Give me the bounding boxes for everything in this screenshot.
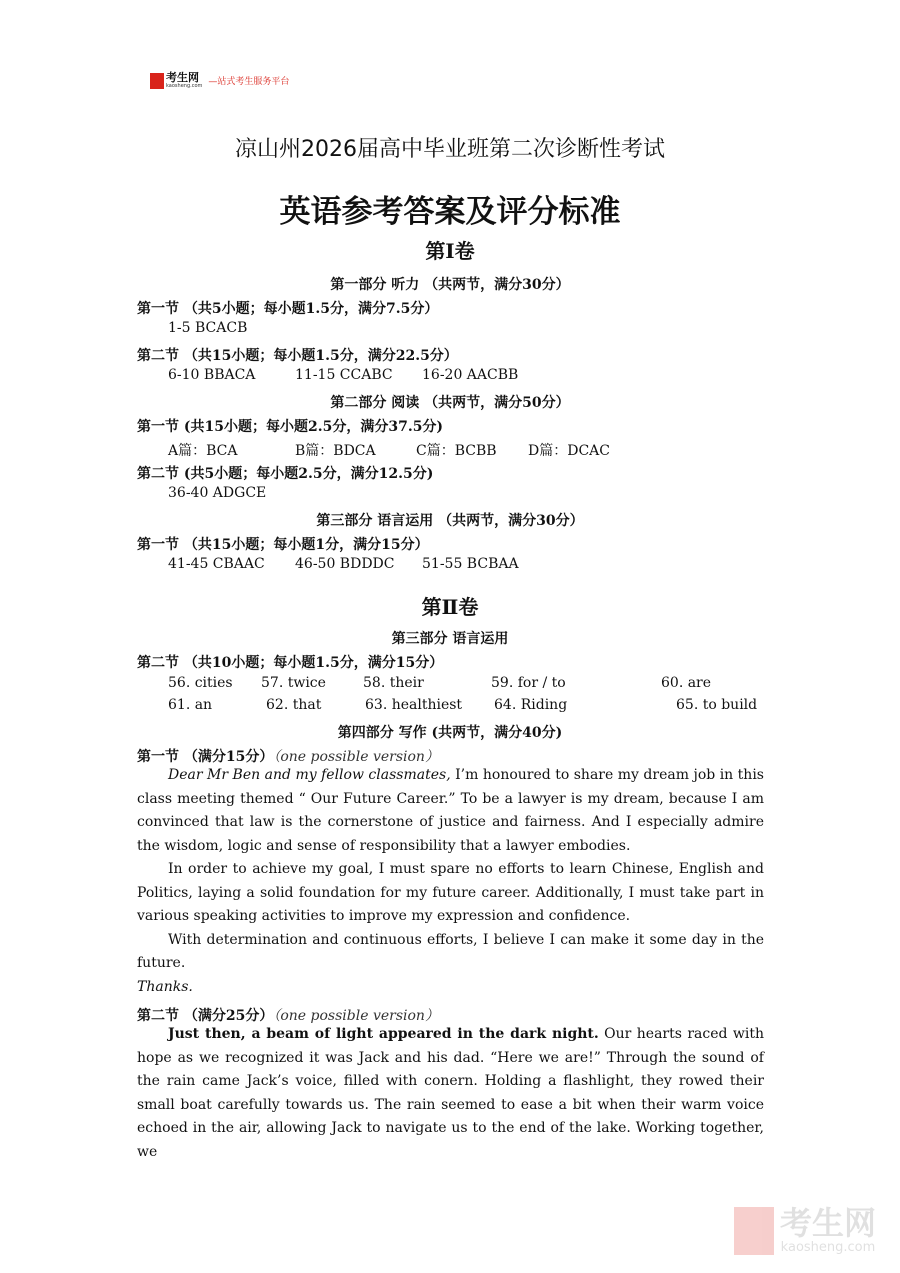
section-label: 第二节 （满分25分）	[137, 1008, 274, 1024]
exam-title: 凉山州2026届高中毕业班第二次诊断性考试	[235, 137, 665, 162]
answer-group: 41-45 CBAAC	[168, 556, 265, 572]
essay-closing: Thanks.	[137, 978, 193, 995]
answer-item: 59. for / to	[491, 675, 566, 691]
logo-icon	[150, 73, 164, 89]
part-3-section-1-heading: 第一节 （共15小题；每小题1分，满分15分）	[137, 537, 429, 553]
essay-greeting: Dear Mr Ben and my fellow classmates,	[168, 767, 451, 783]
essay-1-paragraph: In order to achieve my goal, I must spare no efforts to learn Chinese, English and Politics, laying a solid foundation for my future career. Additionally, I must take part in various speaking activities to improve my expression and confidence.	[137, 861, 764, 924]
answer-group: 1-5 BCACB	[168, 320, 248, 336]
part-1-heading: 第一部分 听力 （共两节，满分30分）	[330, 277, 570, 293]
essay-2	[137, 1023, 764, 1164]
watermark	[734, 1206, 876, 1255]
logo-slogan: —站式考生服务平台	[208, 77, 290, 87]
site-logo[interactable]	[150, 72, 289, 89]
essay-1-paragraph	[137, 764, 764, 858]
part-2-section-1-heading: 第一节 (共15小题；每小题2.5分，满分37.5分)	[137, 419, 444, 435]
essay-1-paragraph: With determination and continuous efforts, I believe I can make it some day in the future.	[137, 931, 764, 971]
answer-item: 64. Riding	[494, 697, 568, 713]
essay-text: I’m honoured to share my dream job in this class meeting themed “ Our Future Career.” To be a lawyer is my dream, because I am convinced that law is the cornerstone of justice and fairness. And I especially admire the wisdom, logic and sense of responsibility that a lawyer embodies.	[137, 767, 764, 854]
answer-group: D篇：DCAC	[528, 443, 610, 459]
answer-group: 51-55 BCBAA	[422, 556, 519, 572]
answer-item: 65. to build	[676, 697, 758, 713]
answer-item: 58. their	[363, 675, 424, 691]
volume-2-heading: 第Ⅱ卷	[421, 595, 479, 619]
answer-item: 57. twice	[261, 675, 326, 691]
part-1-section-1-heading: 第一节 （共5小题；每小题1.5分，满分7.5分）	[137, 301, 439, 317]
watermark-name: 考生网	[779, 1204, 876, 1242]
part-3-section-2-heading: 第二节 （共10小题；每小题1.5分，满分15分）	[137, 655, 444, 671]
volume-1-heading: 第Ⅰ卷	[425, 239, 475, 263]
part-1-section-2-heading: 第二节 （共15小题；每小题1.5分，满分22.5分）	[137, 348, 458, 364]
essay-text: Our hearts raced with hope as we recognized it was Jack and his dad. “Here we are!” Through the sound of the rain came Jack’s voice, filled with conern. Holding a flashlight, they rowed their small boat carefully towards us. The rain seemed to ease a bit when their warm voice echoed in the air, allowing Jack to navigate us to the end of the lake. Working together, we	[137, 1026, 764, 1160]
watermark-logo-icon	[734, 1207, 774, 1255]
part-4-section-2-heading	[137, 1005, 439, 1025]
part-4-section-1-heading	[137, 746, 439, 766]
section-label: 第一节 （满分15分）	[137, 749, 274, 765]
answer-group: 36-40 ADGCE	[168, 485, 267, 501]
answer-item: 60. are	[661, 675, 712, 691]
part-2-section-2-heading: 第二节 (共5小题；每小题2.5分，满分12.5分)	[137, 466, 434, 482]
logo-domain: kaosheng.com	[166, 83, 203, 89]
part-4-heading: 第四部分 写作 (共两节，满分40分)	[337, 725, 563, 741]
part-2-heading: 第二部分 阅读 （共两节，满分50分）	[330, 395, 570, 411]
answer-item: 56. cities	[168, 675, 233, 691]
answer-item: 62. that	[266, 697, 322, 713]
version-note: （one possible version）	[273, 1008, 439, 1024]
answer-group: C篇：BCBB	[416, 443, 497, 459]
version-note: （one possible version）	[273, 749, 439, 765]
answer-group: 6-10 BBACA	[168, 367, 256, 383]
answer-key-title: 英语参考答案及评分标准	[279, 194, 621, 230]
part-3-heading: 第三部分 语言运用 （共两节，满分30分）	[316, 513, 584, 529]
part-3b-heading: 第三部分 语言运用	[391, 631, 509, 647]
essay-2-paragraph	[137, 1023, 764, 1164]
answer-group: 46-50 BDDDC	[295, 556, 395, 572]
logo-name: 考生网	[166, 71, 199, 84]
answer-group: A篇：BCA	[168, 443, 238, 459]
answer-group: 16-20 AACBB	[422, 367, 519, 383]
answer-group: B篇：BDCA	[295, 443, 376, 459]
answer-item: 61. an	[168, 697, 213, 713]
watermark-domain: kaosheng.com	[780, 1240, 876, 1255]
answer-group: 11-15 CCABC	[295, 367, 393, 383]
essay-1	[137, 764, 764, 999]
answer-item: 63. healthiest	[365, 697, 463, 713]
essay-lead-sentence: Just then, a beam of light appeared in the dark night.	[168, 1026, 599, 1042]
